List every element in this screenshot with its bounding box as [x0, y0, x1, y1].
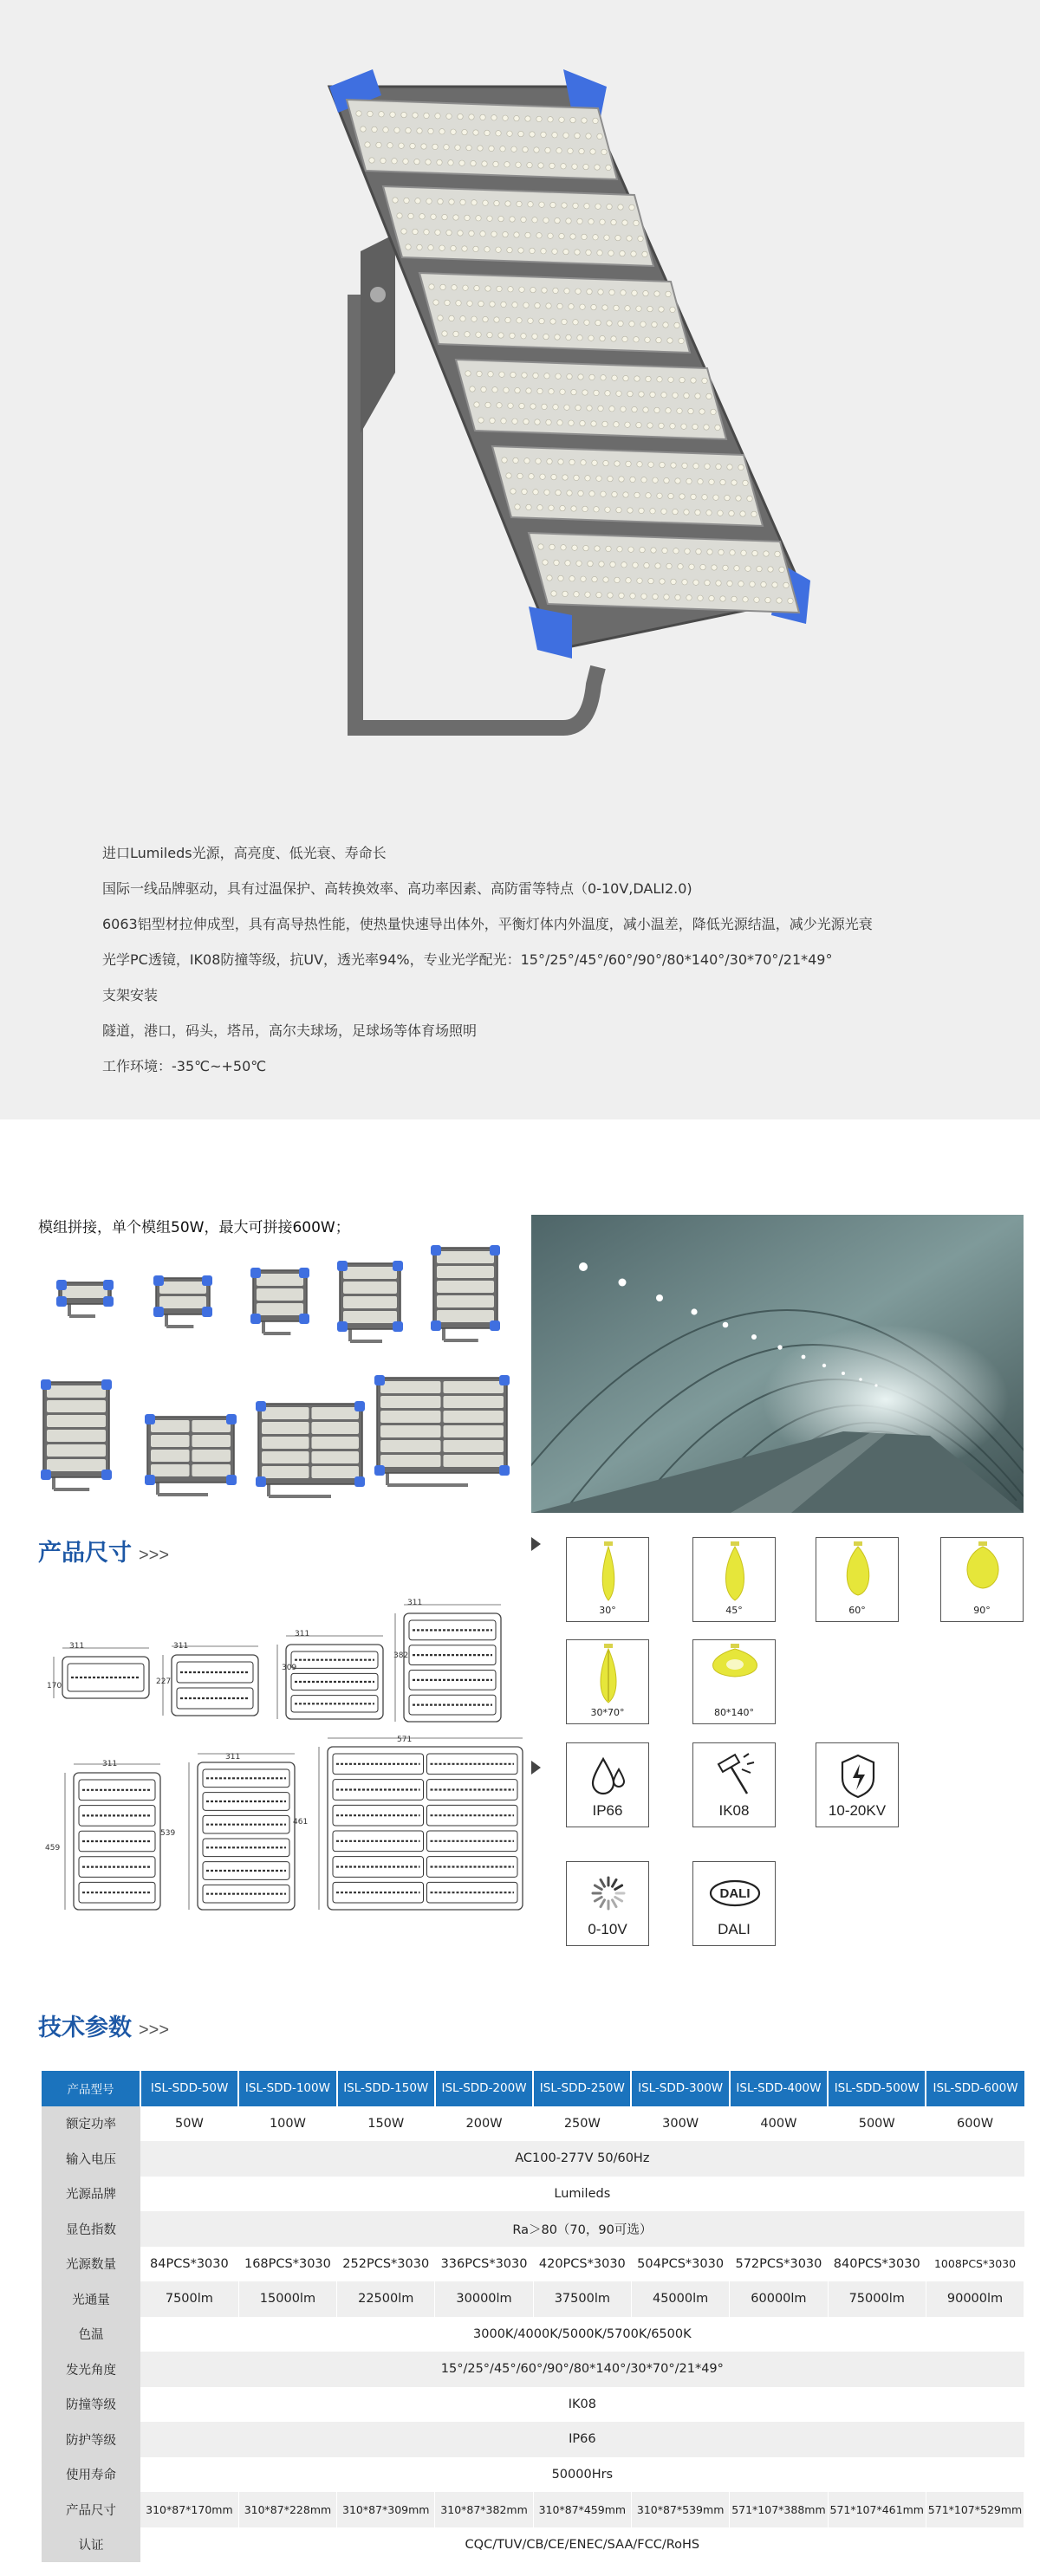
dim-label: 311: [407, 1599, 423, 1607]
table-cell: IP66: [140, 2422, 1024, 2457]
hero-section: [0, 0, 1040, 1119]
table-cell: 571*107*461mm: [828, 2492, 926, 2527]
model-header: ISL-SDD-100W: [238, 2071, 336, 2106]
module-combination: [145, 1414, 237, 1495]
feature-item: 隧道，港口，码头，塔吊，高尔夫球场，足球场等体育场照明: [102, 1022, 478, 1039]
dimension-fixture: [65, 1764, 160, 1910]
feature-item: 进口Lumileds光源，高亮度、低光衰、寿命长: [102, 845, 387, 861]
row-label: 输入电压: [42, 2141, 140, 2177]
table-row: [42, 2141, 1024, 2177]
cert-icon-label: DALI: [718, 1921, 751, 1937]
cert-icon-card: [692, 1861, 776, 1946]
table-cell: 600W: [926, 2106, 1024, 2142]
table-cell: 45000lm: [631, 2281, 729, 2317]
module-combination: [56, 1280, 114, 1316]
table-row: [42, 2492, 1024, 2527]
dim-label: 311: [69, 1642, 85, 1651]
module-combination: [41, 1379, 112, 1489]
dimension-fixture: [319, 1738, 523, 1910]
tunnel-application-photo: [531, 1215, 1024, 1513]
spec-header-row: [42, 2071, 1024, 2106]
module-combination: [431, 1245, 500, 1340]
table-cell: 200W: [435, 2106, 533, 2142]
row-label: 光通量: [42, 2281, 140, 2317]
table-cell: 84PCS*3030: [140, 2247, 238, 2282]
module-combination-image: [35, 1230, 529, 1516]
dim-label: 311: [295, 1630, 310, 1638]
table-cell: AC100-277V 50/60Hz: [140, 2141, 1024, 2177]
table-row: [42, 2211, 1024, 2247]
row-label: 额定功率: [42, 2106, 140, 2142]
beam-angle-card: [816, 1537, 899, 1622]
table-cell: 310*87*309mm: [337, 2492, 435, 2527]
arrow-marker: [531, 1761, 541, 1775]
beam-angle-label: 45°: [725, 1605, 743, 1616]
dim-label: 539: [160, 1829, 176, 1838]
table-cell: Lumileds: [140, 2177, 1024, 2212]
dimension-fixture: [395, 1605, 501, 1722]
beam-angle-label: 80*140°: [714, 1707, 754, 1718]
table-cell: 50000Hrs: [140, 2457, 1024, 2493]
feature-item: 工作环境：-35℃~+50℃: [102, 1058, 267, 1074]
table-cell: 15°/25°/45°/60°/90°/80*140°/30*70°/21*49°: [140, 2352, 1024, 2387]
dim-label: 311: [225, 1753, 241, 1762]
table-cell: 300W: [631, 2106, 729, 2142]
beam-angle-card: [692, 1639, 776, 1724]
dali-logo-text: DALI: [719, 1886, 751, 1901]
modules-caption: 模组拼接，单个模组50W，最大可拼接600W；: [38, 1219, 350, 1236]
row-label: 光源数量: [42, 2247, 140, 2282]
cert-icon-label: 10-20KV: [828, 1802, 887, 1819]
size-title-text: 产品尺寸: [38, 1540, 132, 1566]
dim-label: 571: [397, 1736, 413, 1744]
table-cell: 571*107*529mm: [926, 2492, 1024, 2527]
row-label: 显色指数: [42, 2211, 140, 2247]
table-cell: 840PCS*3030: [828, 2247, 926, 2282]
table-row: [42, 2527, 1024, 2563]
table-cell: 310*87*170mm: [140, 2492, 238, 2527]
table-row: [42, 2422, 1024, 2457]
table-cell: 420PCS*3030: [533, 2247, 631, 2282]
table-cell: CQC/TUV/CB/CE/ENEC/SAA/FCC/RoHS: [140, 2527, 1024, 2563]
table-cell: 400W: [730, 2106, 828, 2142]
table-cell: 571*107*388mm: [730, 2492, 828, 2527]
cert-icon-card: [566, 1742, 649, 1827]
model-header: ISL-SDD-50W: [140, 2071, 238, 2106]
cert-icon-label: IK08: [718, 1802, 750, 1819]
table-cell: 30000lm: [435, 2281, 533, 2317]
model-header: ISL-SDD-200W: [435, 2071, 533, 2106]
table-cell: 22500lm: [337, 2281, 435, 2317]
row-label: 发光角度: [42, 2352, 140, 2387]
module-combination: [374, 1375, 510, 1485]
beam-angle-label: 30°: [599, 1605, 616, 1616]
table-cell: 250W: [533, 2106, 631, 2142]
table-cell: 150W: [337, 2106, 435, 2142]
table-cell: IK08: [140, 2387, 1024, 2423]
table-cell: 60000lm: [730, 2281, 828, 2317]
row-label: 色温: [42, 2317, 140, 2352]
table-cell: 1008PCS*3030: [926, 2247, 1024, 2282]
beam-angle-card: [566, 1537, 649, 1622]
row-label: 防护等级: [42, 2422, 140, 2457]
table-cell: 75000lm: [828, 2281, 926, 2317]
table-row: [42, 2247, 1024, 2282]
table-cell: 336PCS*3030: [435, 2247, 533, 2282]
table-cell: 100W: [238, 2106, 336, 2142]
table-cell: 500W: [828, 2106, 926, 2142]
table-cell: 310*87*459mm: [533, 2492, 631, 2527]
cert-icon-card: [692, 1742, 776, 1827]
title-chevrons: >>>: [139, 2021, 170, 2040]
spec-table: [42, 2071, 1024, 2562]
table-row: [42, 2177, 1024, 2212]
model-header: ISL-SDD-400W: [730, 2071, 828, 2106]
model-header: ISL-SDD-150W: [337, 2071, 435, 2106]
beam-angle-label: 90°: [973, 1605, 991, 1616]
table-cell: Ra＞80（70，90可选）: [140, 2211, 1024, 2247]
table-cell: 310*87*539mm: [631, 2492, 729, 2527]
flood-light-product-image: [312, 61, 815, 754]
table-cell: 15000lm: [238, 2281, 336, 2317]
beam-angle-card: [692, 1537, 776, 1622]
beam-angle-label: 60°: [848, 1605, 866, 1616]
table-cell: 168PCS*3030: [238, 2247, 336, 2282]
cert-icon-card: [816, 1742, 899, 1827]
dimension-fixture: [54, 1648, 149, 1698]
beam-angle-label: 30*70°: [590, 1707, 625, 1718]
dim-label: 461: [293, 1818, 309, 1827]
feature-item: 国际一线品牌驱动，具有过温保护、高转换效率、高功率因素、高防雷等特点（0-10V,DALI2.0): [102, 880, 692, 897]
table-row: [42, 2352, 1024, 2387]
tech-title-text: 技术参数: [38, 2015, 132, 2041]
dimension-fixture: [189, 1754, 295, 1910]
model-header: ISL-SDD-250W: [533, 2071, 631, 2106]
header-label: 产品型号: [42, 2071, 140, 2106]
table-row: [42, 2106, 1024, 2142]
table-cell: 572PCS*3030: [730, 2247, 828, 2282]
table-cell: 50W: [140, 2106, 238, 2142]
dimension-drawings: [43, 1568, 529, 1915]
table-cell: 7500lm: [140, 2281, 238, 2317]
table-cell: 310*87*382mm: [435, 2492, 533, 2527]
cert-icon-card: [566, 1861, 649, 1946]
module-combination: [337, 1261, 403, 1341]
table-cell: 3000K/4000K/5000K/5700K/6500K: [140, 2317, 1024, 2352]
row-label: 防撞等级: [42, 2387, 140, 2423]
dim-label: 311: [102, 1760, 118, 1768]
table-row: [42, 2457, 1024, 2493]
table-row: [42, 2317, 1024, 2352]
module-combination: [153, 1275, 212, 1327]
arrow-marker: [531, 1537, 541, 1551]
feature-list: [102, 845, 1004, 1093]
dimension-fixture: [163, 1646, 258, 1716]
dim-label: 227: [156, 1677, 172, 1686]
dimension-fixture: [277, 1636, 383, 1719]
feature-item: 支架安装: [102, 987, 159, 1003]
module-combination: [250, 1268, 309, 1333]
dim-label: 309: [282, 1664, 297, 1672]
cert-icon-label: 0-10V: [588, 1921, 627, 1937]
row-label: 认证: [42, 2527, 140, 2563]
beam-angle-card: [566, 1639, 649, 1724]
model-header: ISL-SDD-300W: [631, 2071, 729, 2106]
row-label: 产品尺寸: [42, 2492, 140, 2527]
table-cell: 504PCS*3030: [631, 2247, 729, 2282]
row-label: 光源品牌: [42, 2177, 140, 2212]
dim-label: 170: [47, 1682, 62, 1690]
table-row: [42, 2281, 1024, 2317]
dim-label: 459: [45, 1844, 61, 1853]
table-cell: 37500lm: [533, 2281, 631, 2317]
cert-icon-label: IP66: [592, 1802, 623, 1819]
tech-section-title: [38, 2008, 169, 2042]
model-header: ISL-SDD-600W: [926, 2071, 1024, 2106]
feature-item: 光学PC透镜，IK08防撞等级，抗UV，透光率94%，专业光学配光：15°/25°/45°/60°/90°/80*140°/30*70°/21*49°: [102, 951, 833, 968]
size-section-title: [38, 1534, 169, 1567]
table-cell: 252PCS*3030: [337, 2247, 435, 2282]
table-cell: 310*87*228mm: [238, 2492, 336, 2527]
table-cell: 90000lm: [926, 2281, 1024, 2317]
dim-label: 382: [393, 1651, 409, 1660]
row-label: 使用寿命: [42, 2457, 140, 2493]
dim-label: 311: [173, 1642, 189, 1651]
beam-angle-card: [940, 1537, 1024, 1622]
model-header: ISL-SDD-500W: [828, 2071, 926, 2106]
title-chevrons: >>>: [139, 1546, 170, 1565]
feature-item: 6063铝型材拉伸成型，具有高导热性能，使热量快速导出体外，平衡灯体内外温度，减小温差，降低光源结温，减少光源光衰: [102, 916, 873, 932]
table-row: [42, 2387, 1024, 2423]
module-combination: [256, 1401, 365, 1496]
